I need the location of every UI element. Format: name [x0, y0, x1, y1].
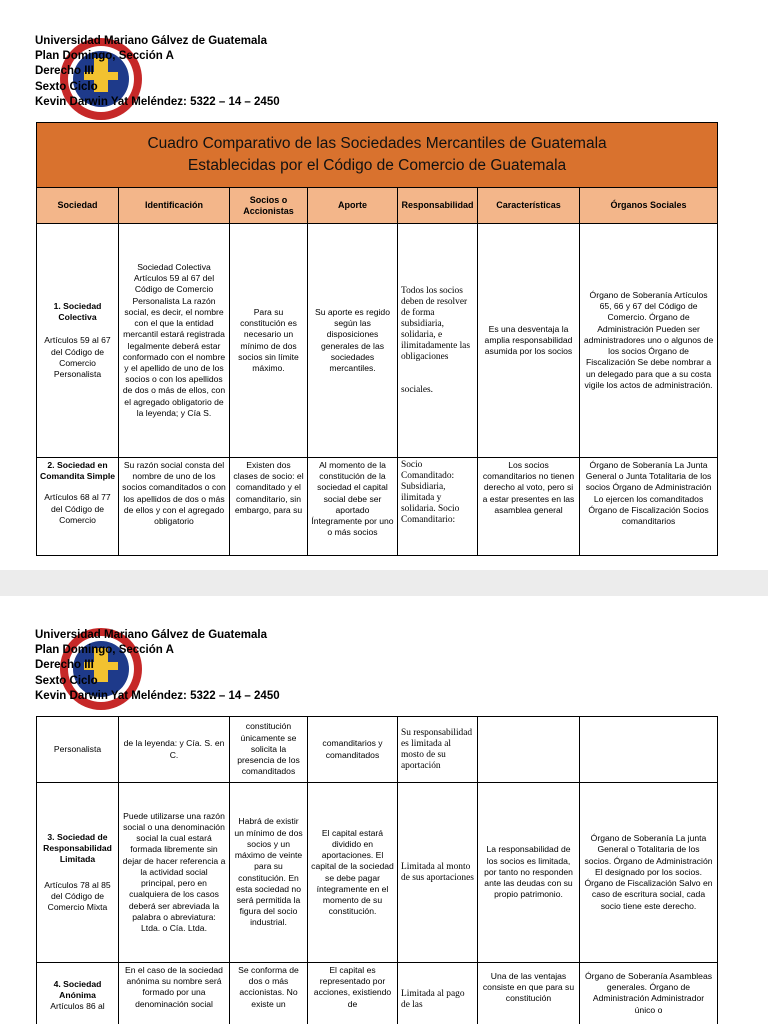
document-header	[35, 34, 280, 110]
sociedad-detail: Artículos 78 al 85 del Código de Comercio Mixta	[44, 879, 111, 912]
table-row	[37, 717, 718, 783]
cell-responsabilidad: Todos los socios deben de resolver de forma subsidiaria, solidaria, e ilimitadamente las obligaciones sociales.	[398, 224, 478, 458]
cell-socios: constitución únicamente se solicita la presencia de los comanditados	[230, 717, 308, 783]
cell-aporte: comanditarios y comanditados	[308, 717, 398, 783]
cell-identificacion: Puede utilizarse una razón social o una denominación social la cual estará formada libremente sin dejar de hacer referencia a la actividad social principal, pero en cualquiera de los casos deberá ser abreviada la palabra o abreviatura: Ltda. o Cía. Ltda.	[119, 783, 230, 963]
cell-sociedad	[37, 963, 119, 1024]
table-row	[37, 458, 718, 556]
cell-sociedad	[37, 783, 119, 963]
comparison-table-page-2	[36, 716, 718, 1024]
sociedad-detail: Artículos 68 al 77 del Código de Comercio	[44, 492, 111, 525]
sociedad-name: 1. Sociedad Colectiva	[53, 300, 102, 323]
university-name: Universidad Mariano Gálvez de Guatemala	[35, 629, 267, 641]
course-name: Derecho III	[35, 659, 94, 672]
table-row	[37, 783, 718, 963]
column-header-identificacion: Identificación	[119, 188, 230, 224]
sociedad-detail: Artículos 59 al 67 del Código de Comercio Personalista	[44, 335, 111, 379]
cell-organos: Órgano de Soberanía La junta General o Totalitaria de los socios. Órgano de Administración El designado por los socios. Órgano de Fiscalización Salvo en caso de escritura social, cada socio tiene este derecho.	[580, 783, 718, 963]
document-page-2	[0, 596, 768, 1024]
page-separator	[0, 570, 768, 596]
document-header	[35, 628, 280, 704]
cell-aporte: El capital estará dividido en aportaciones. El capital de la sociedad se debe pagar íntegramente en el momento de su constitución.	[308, 783, 398, 963]
column-header-socios: Socios o Accionistas	[230, 188, 308, 224]
column-header-organos: Órganos Sociales	[580, 188, 718, 224]
cell-sociedad	[37, 224, 119, 458]
student-name-id: Kevin Darwin Yat Meléndez: 5322 – 14 – 2450	[35, 689, 280, 702]
cycle: Sexto Ciclo	[35, 674, 98, 687]
cell-aporte: Su aporte es regido según las disposiciones generales de las sociedades mercantiles.	[308, 224, 398, 458]
student-name-id: Kevin Darwin Yat Meléndez: 5322 – 14 – 2450	[35, 95, 280, 108]
cell-identificacion: de la leyenda: y Cía. S. en C.	[119, 717, 230, 783]
cell-identificacion: Su razón social consta del nombre de uno de los socios comanditados o con los apellidos de dos o más de ellos y con el agregado obligatorio	[119, 458, 230, 556]
comparison-table-page-1	[36, 122, 718, 556]
university-name: Universidad Mariano Gálvez de Guatemala	[35, 35, 267, 47]
cell-organos: Órgano de Soberanía Asambleas generales. Órgano de Administración Administrador único o	[580, 963, 718, 1024]
table-row	[37, 224, 718, 458]
cell-responsabilidad: Limitada al monto de sus aportaciones	[398, 783, 478, 963]
cell-organos	[580, 717, 718, 783]
table-row	[37, 963, 718, 1024]
table-title-line-1: Cuadro Comparativo de las Sociedades Mercantiles de Guatemala	[147, 135, 607, 152]
cell-aporte: El capital es representado por acciones, existiendo de	[308, 963, 398, 1024]
table-title	[37, 123, 718, 188]
cell-identificacion: Sociedad Colectiva Artículos 59 al 67 del Código de Comercio Personalista La razón social, es decir, el nombre con el que la entidad mercantil estará registrada legalmente deberá estar conformado con el nombre y el apellido de uno de los socios o con los apellidos de dos o más de ellos, con el agregado obligatorio de la leyenda; y Cía S.	[119, 224, 230, 458]
cell-sociedad	[37, 458, 119, 556]
cell-caracteristicas: Los socios comanditarios no tienen derecho al voto, pero si a estar presentes en las asamblea general	[478, 458, 580, 556]
sociedad-name: 2. Sociedad en Comandita Simple	[40, 460, 115, 482]
cycle: Sexto Ciclo	[35, 80, 98, 93]
sociedad-detail: Personalista	[53, 743, 102, 754]
cell-caracteristicas: Es una desventaja la amplia responsabilidad asumida por los socios	[478, 224, 580, 458]
cell-socios: Habrá de existir un mínimo de dos socios y un máximo de veinte para su constitución. En esta sociedad no será permitida la figura del socio industrial.	[230, 783, 308, 963]
cell-responsabilidad: Limitada al pago de las	[398, 963, 478, 1024]
cell-organos: Órgano de Soberanía Artículos 65, 66 y 67 del Código de Comercio. Órgano de Administración Pueden ser administradores uno o algunos de los socios Órgano de Fiscalización Se debe nombrar a un delegado para que a su costa vigile los actos de administración.	[580, 224, 718, 458]
column-header-caracteristicas: Características	[478, 188, 580, 224]
cell-caracteristicas	[478, 717, 580, 783]
cell-sociedad	[37, 717, 119, 783]
cell-aporte: Al momento de la constitución de la sociedad el capital social debe ser aportado Íntegramente por uno o más socios	[308, 458, 398, 556]
cell-caracteristicas: La responsabilidad de los socios es limitada, por tanto no responden ante las deudas con su propio patrimonio.	[478, 783, 580, 963]
cell-responsabilidad: Su responsabilidad es limitada al mosto de su aportación	[398, 717, 478, 783]
cell-socios: Para su constitución es necesario un mínimo de dos socios sin límite máximo.	[230, 224, 308, 458]
plan-section: Plan Domingo, Sección A	[35, 644, 174, 657]
cell-socios: Existen dos clases de socio: el comanditado y el comanditario, sin embargo, para su	[230, 458, 308, 556]
cell-organos: Órgano de Soberanía La Junta General o Junta Totalitaria de los socios Órgano de Administración Lo ejercen los comanditados Órgano de Fiscalización Socios comanditarios	[580, 458, 718, 556]
course-name: Derecho III	[35, 65, 94, 78]
sociedad-name: 3. Sociedad de Responsabilidad Limitada	[43, 831, 112, 865]
table-title-line-2: Establecidas por el Código de Comercio de Guatemala	[187, 157, 567, 174]
column-header-responsabilidad: Responsabilidad	[398, 188, 478, 224]
column-header-sociedad: Sociedad	[37, 188, 119, 224]
cell-responsabilidad: Socio Comanditado: Subsidiaria, ilimitada y solidaria. Socio Comanditario:	[398, 458, 478, 556]
sociedad-name: 4. Sociedad Anónima	[53, 979, 102, 1001]
sociedad-detail: Artículos 86 al	[50, 1001, 105, 1012]
cell-caracteristicas: Una de las ventajas consiste en que para su constitución	[478, 963, 580, 1024]
cell-identificacion: En el caso de la sociedad anónima su nombre será formado por una denominación social	[119, 963, 230, 1024]
cell-socios: Se conforma de dos o más accionistas. No existe un	[230, 963, 308, 1024]
plan-section: Plan Domingo, Sección A	[35, 50, 174, 63]
column-header-aporte: Aporte	[308, 188, 398, 224]
